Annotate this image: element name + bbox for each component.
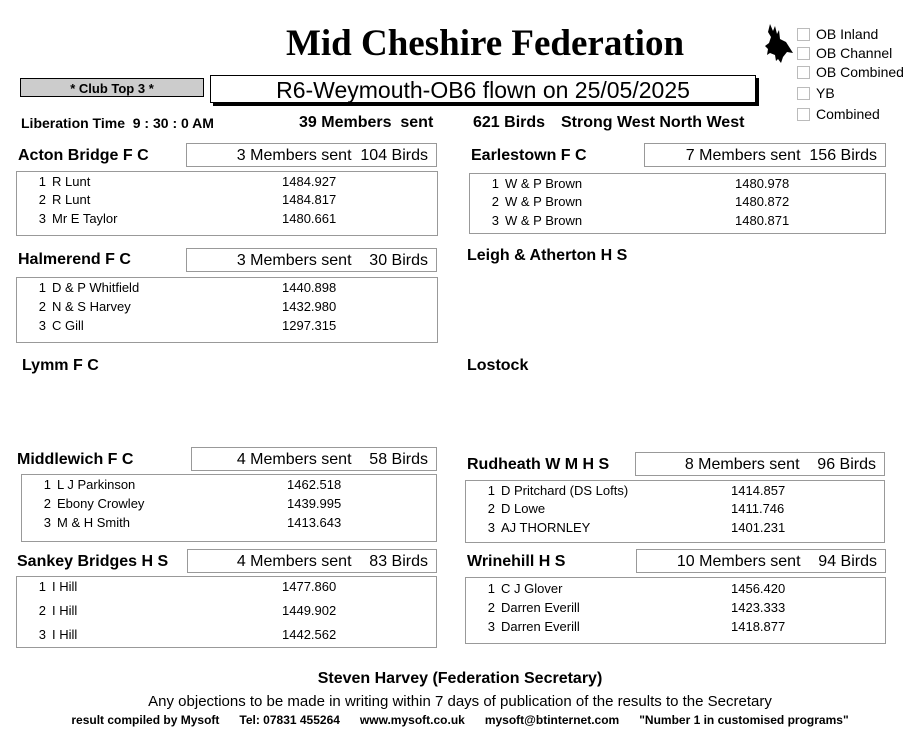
option-label: OB Channel [816,45,893,61]
velocity: 1477.860 [282,579,337,594]
position: 2 [43,496,51,511]
position: 1 [487,581,495,596]
fancier-name: Ebony Crowley [57,496,145,511]
fancier-name: Mr E Taylor [52,211,118,226]
option-ob-channel[interactable] [797,45,892,62]
pigeon-logo-icon [764,22,794,64]
checkbox[interactable] [797,28,810,41]
club-name: Earlestown F C [471,147,587,164]
fancier-name: C J Glover [501,581,563,596]
position: 2 [487,600,495,615]
club-name: Middlewich F C [17,451,134,468]
velocity: 1401.231 [731,520,786,535]
position: 1 [38,280,46,295]
club-name: Leigh & Atherton H S [467,247,628,264]
velocity: 1413.643 [287,515,342,530]
fancier-name: W & P Brown [505,194,583,209]
velocity: 1423.333 [731,600,786,615]
page-title: Mid Cheshire Federation [285,23,685,64]
position: 2 [38,192,46,207]
position: 3 [38,211,46,226]
checkbox[interactable] [797,47,810,60]
position: 3 [487,619,495,634]
secretary-name: Steven Harvey (Federation Secretary) [317,670,603,687]
members-sent-box: 4 Members sent 58 Birds [191,447,437,471]
club-name: Lymm F C [22,357,99,374]
fancier-name: L J Parkinson [57,477,136,492]
results-table [16,277,438,343]
position: 2 [487,501,495,516]
velocity: 1414.857 [731,483,786,498]
fancier-name: I Hill [52,579,78,594]
option-label: Combined [816,106,880,122]
velocity: 1462.518 [287,477,342,492]
checkbox[interactable] [797,87,810,100]
velocity: 1484.817 [282,192,337,207]
members-sent-box: 7 Members sent 156 Birds [644,143,886,167]
velocity: 1442.562 [282,627,337,642]
position: 3 [43,515,51,530]
fancier-name: Darren Everill [501,619,580,634]
results-table [469,173,886,234]
fancier-name: W & P Brown [505,213,583,228]
position: 2 [491,194,499,209]
option-label: OB Inland [816,26,879,42]
checkbox[interactable] [797,66,810,79]
velocity: 1480.978 [735,176,790,191]
members-sent-box: 3 Members sent 104 Birds [186,143,437,167]
position: 3 [38,627,46,642]
wind-conditions: Strong West North West [561,114,745,131]
option-ob-combined[interactable] [797,64,904,81]
results-table [465,480,885,543]
liberation-time: Liberation Time 9 : 30 : 0 AM [21,115,214,131]
fancier-name: N & S Harvey [52,299,131,314]
fancier-name: R Lunt [52,174,91,189]
position: 1 [38,174,46,189]
fancier-name: D & P Whitfield [52,280,140,295]
club-name: Rudheath W M H S [467,456,610,473]
club-name: Lostock [467,357,529,374]
members-sent-total: 39 Members sent [299,114,434,131]
velocity: 1449.902 [282,603,337,618]
fancier-name: AJ THORNLEY [501,520,591,535]
results-table [465,577,886,644]
position: 3 [491,213,499,228]
members-sent-box: 3 Members sent 30 Birds [186,248,437,272]
velocity: 1456.420 [731,581,786,596]
results-table [16,171,438,236]
position: 1 [491,176,499,191]
fancier-name: R Lunt [52,192,91,207]
fancier-name: D Lowe [501,501,546,516]
position: 3 [38,318,46,333]
option-label: YB [816,85,835,101]
club-name: Sankey Bridges H S [17,553,169,570]
fancier-name: I Hill [52,603,78,618]
option-yb[interactable] [797,85,835,102]
club-top-label: * Club Top 3 * [20,78,204,97]
position: 2 [38,299,46,314]
club-name: Wrinehill H S [467,553,566,570]
members-sent-box: 8 Members sent 96 Birds [635,452,885,476]
option-label: OB Combined [816,64,904,80]
fancier-name: M & H Smith [57,515,130,530]
velocity: 1480.871 [735,213,790,228]
option-combined[interactable] [797,106,880,123]
velocity: 1418.877 [731,619,786,634]
position: 1 [487,483,495,498]
fancier-name: I Hill [52,627,78,642]
compiled-by-line: result compiled by Mysoft Tel: 07831 455264 www.mysoft.co.uk mysoft@btinternet.com "Number 1 in customised programs" [71,713,849,727]
velocity: 1484.927 [282,174,337,189]
velocity: 1432.980 [282,299,337,314]
fancier-name: D Pritchard (DS Lofts) [501,483,629,498]
birds-total: 621 Birds [473,114,546,131]
option-ob-inland[interactable] [797,26,878,43]
position: 1 [38,579,46,594]
club-name: Halmerend F C [18,251,131,268]
velocity: 1480.872 [735,194,790,209]
velocity: 1411.746 [731,501,785,516]
results-table [16,576,437,648]
fancier-name: W & P Brown [505,176,583,191]
members-sent-box: 10 Members sent 94 Birds [636,549,886,573]
position: 1 [43,477,51,492]
velocity: 1440.898 [282,280,337,295]
velocity: 1297.315 [282,318,337,333]
checkbox[interactable] [797,108,810,121]
results-table [21,474,437,542]
fancier-name: Darren Everill [501,600,580,615]
velocity: 1480.661 [282,211,337,226]
position: 2 [38,603,46,618]
club-name: Acton Bridge F C [18,147,149,164]
members-sent-box: 4 Members sent 83 Birds [187,549,437,573]
objections-note: Any objections to be made in writing within 7 days of publication of the results to the Secretary [148,693,772,710]
race-title: R6-Weymouth-OB6 flown on 25/05/2025 [210,75,756,103]
velocity: 1439.995 [287,496,342,511]
fancier-name: C Gill [52,318,84,333]
position: 3 [487,520,495,535]
